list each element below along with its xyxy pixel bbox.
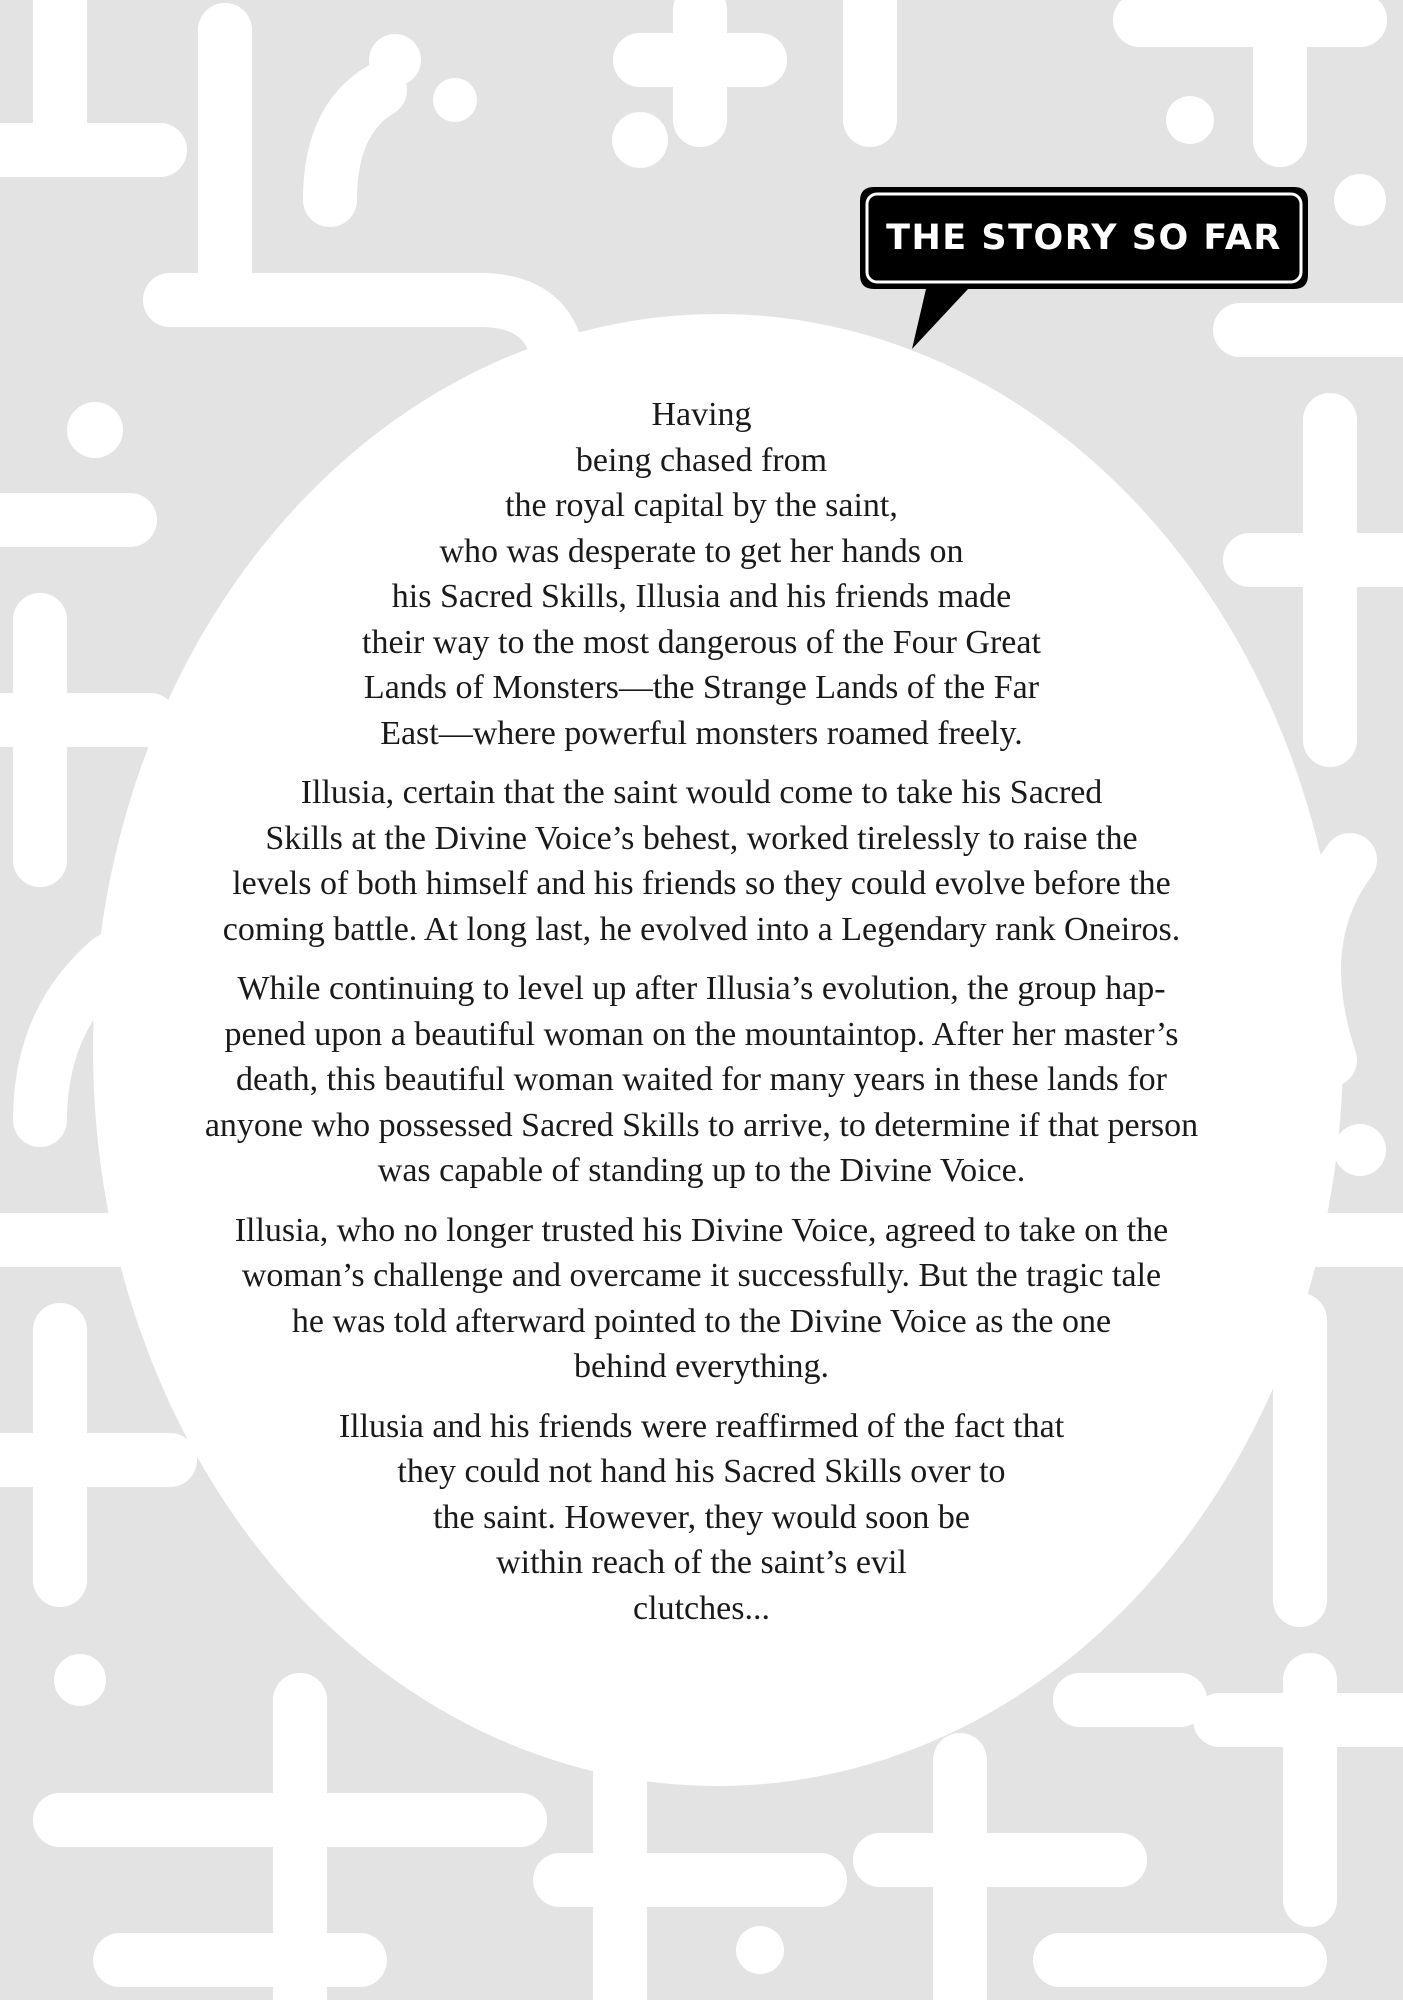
story-line: Having [651,396,752,433]
story-line: While continuing to level up after Illusia’s evolution, the group hap- [237,970,1166,1007]
story-line: death, this beautiful woman waited for many years in these lands for [236,1061,1167,1098]
story-line: levels of both himself and his friends so they could evolve before the [232,865,1171,902]
story-line: he was told afterward pointed to the Divine Voice as the one [291,1302,1112,1340]
story-line: clutches... [633,1589,770,1627]
story-line: their way to the most dangerous of the Four Great [362,623,1041,661]
story-title: THE STORY SO FAR [886,218,1282,258]
story-line: within reach of the saint’s evil [496,1544,907,1581]
story-paragraph [160,1208,1243,1390]
story-line: the royal capital by the saint, [505,487,898,524]
story-line: behind everything. [574,1348,829,1385]
story-line: East—where powerful monsters roamed freely. [380,714,1023,752]
story-line: Lands of Monsters—the Strange Lands of the Far [363,669,1040,706]
story-line: Illusia and his friends were reaffirmed of the fact that [338,1407,1065,1445]
story-line: coming battle. At long last, he evolved into a Legendary rank Oneiros. [222,910,1181,948]
story-line: woman’s challenge and overcame it successfully. But the tragic tale [241,1257,1162,1294]
story-paragraph [160,392,1243,756]
story-line: Illusia, certain that the saint would come to take his Sacred [300,774,1103,811]
story-line: anyone who possessed Sacred Skills to arrive, to determine if that person [204,1106,1199,1144]
story-paragraph [160,966,1243,1194]
story-paragraph [160,770,1243,952]
story-line: Skills at the Divine Voice’s behest, worked tirelessly to raise the [265,819,1138,857]
story-line: Illusia, who no longer trusted his Divine Voice, agreed to take on the [234,1211,1169,1249]
story-line: they could not hand his Sacred Skills over to [397,1453,1006,1490]
story-line: the saint. However, they would soon be [433,1498,970,1536]
story-line: who was desperate to get her hands on [439,532,964,570]
story-summary-text [160,392,1243,1645]
story-title-badge [858,185,1310,291]
story-paragraph [160,1404,1243,1632]
story-line: his Sacred Skills, Illusia and his friends made [391,578,1012,615]
story-line: was capable of standing up to the Divine Voice. [377,1152,1026,1189]
story-line: pened upon a beautiful woman on the mountaintop. After her master’s [224,1015,1179,1053]
story-line: being chased from [575,441,828,479]
